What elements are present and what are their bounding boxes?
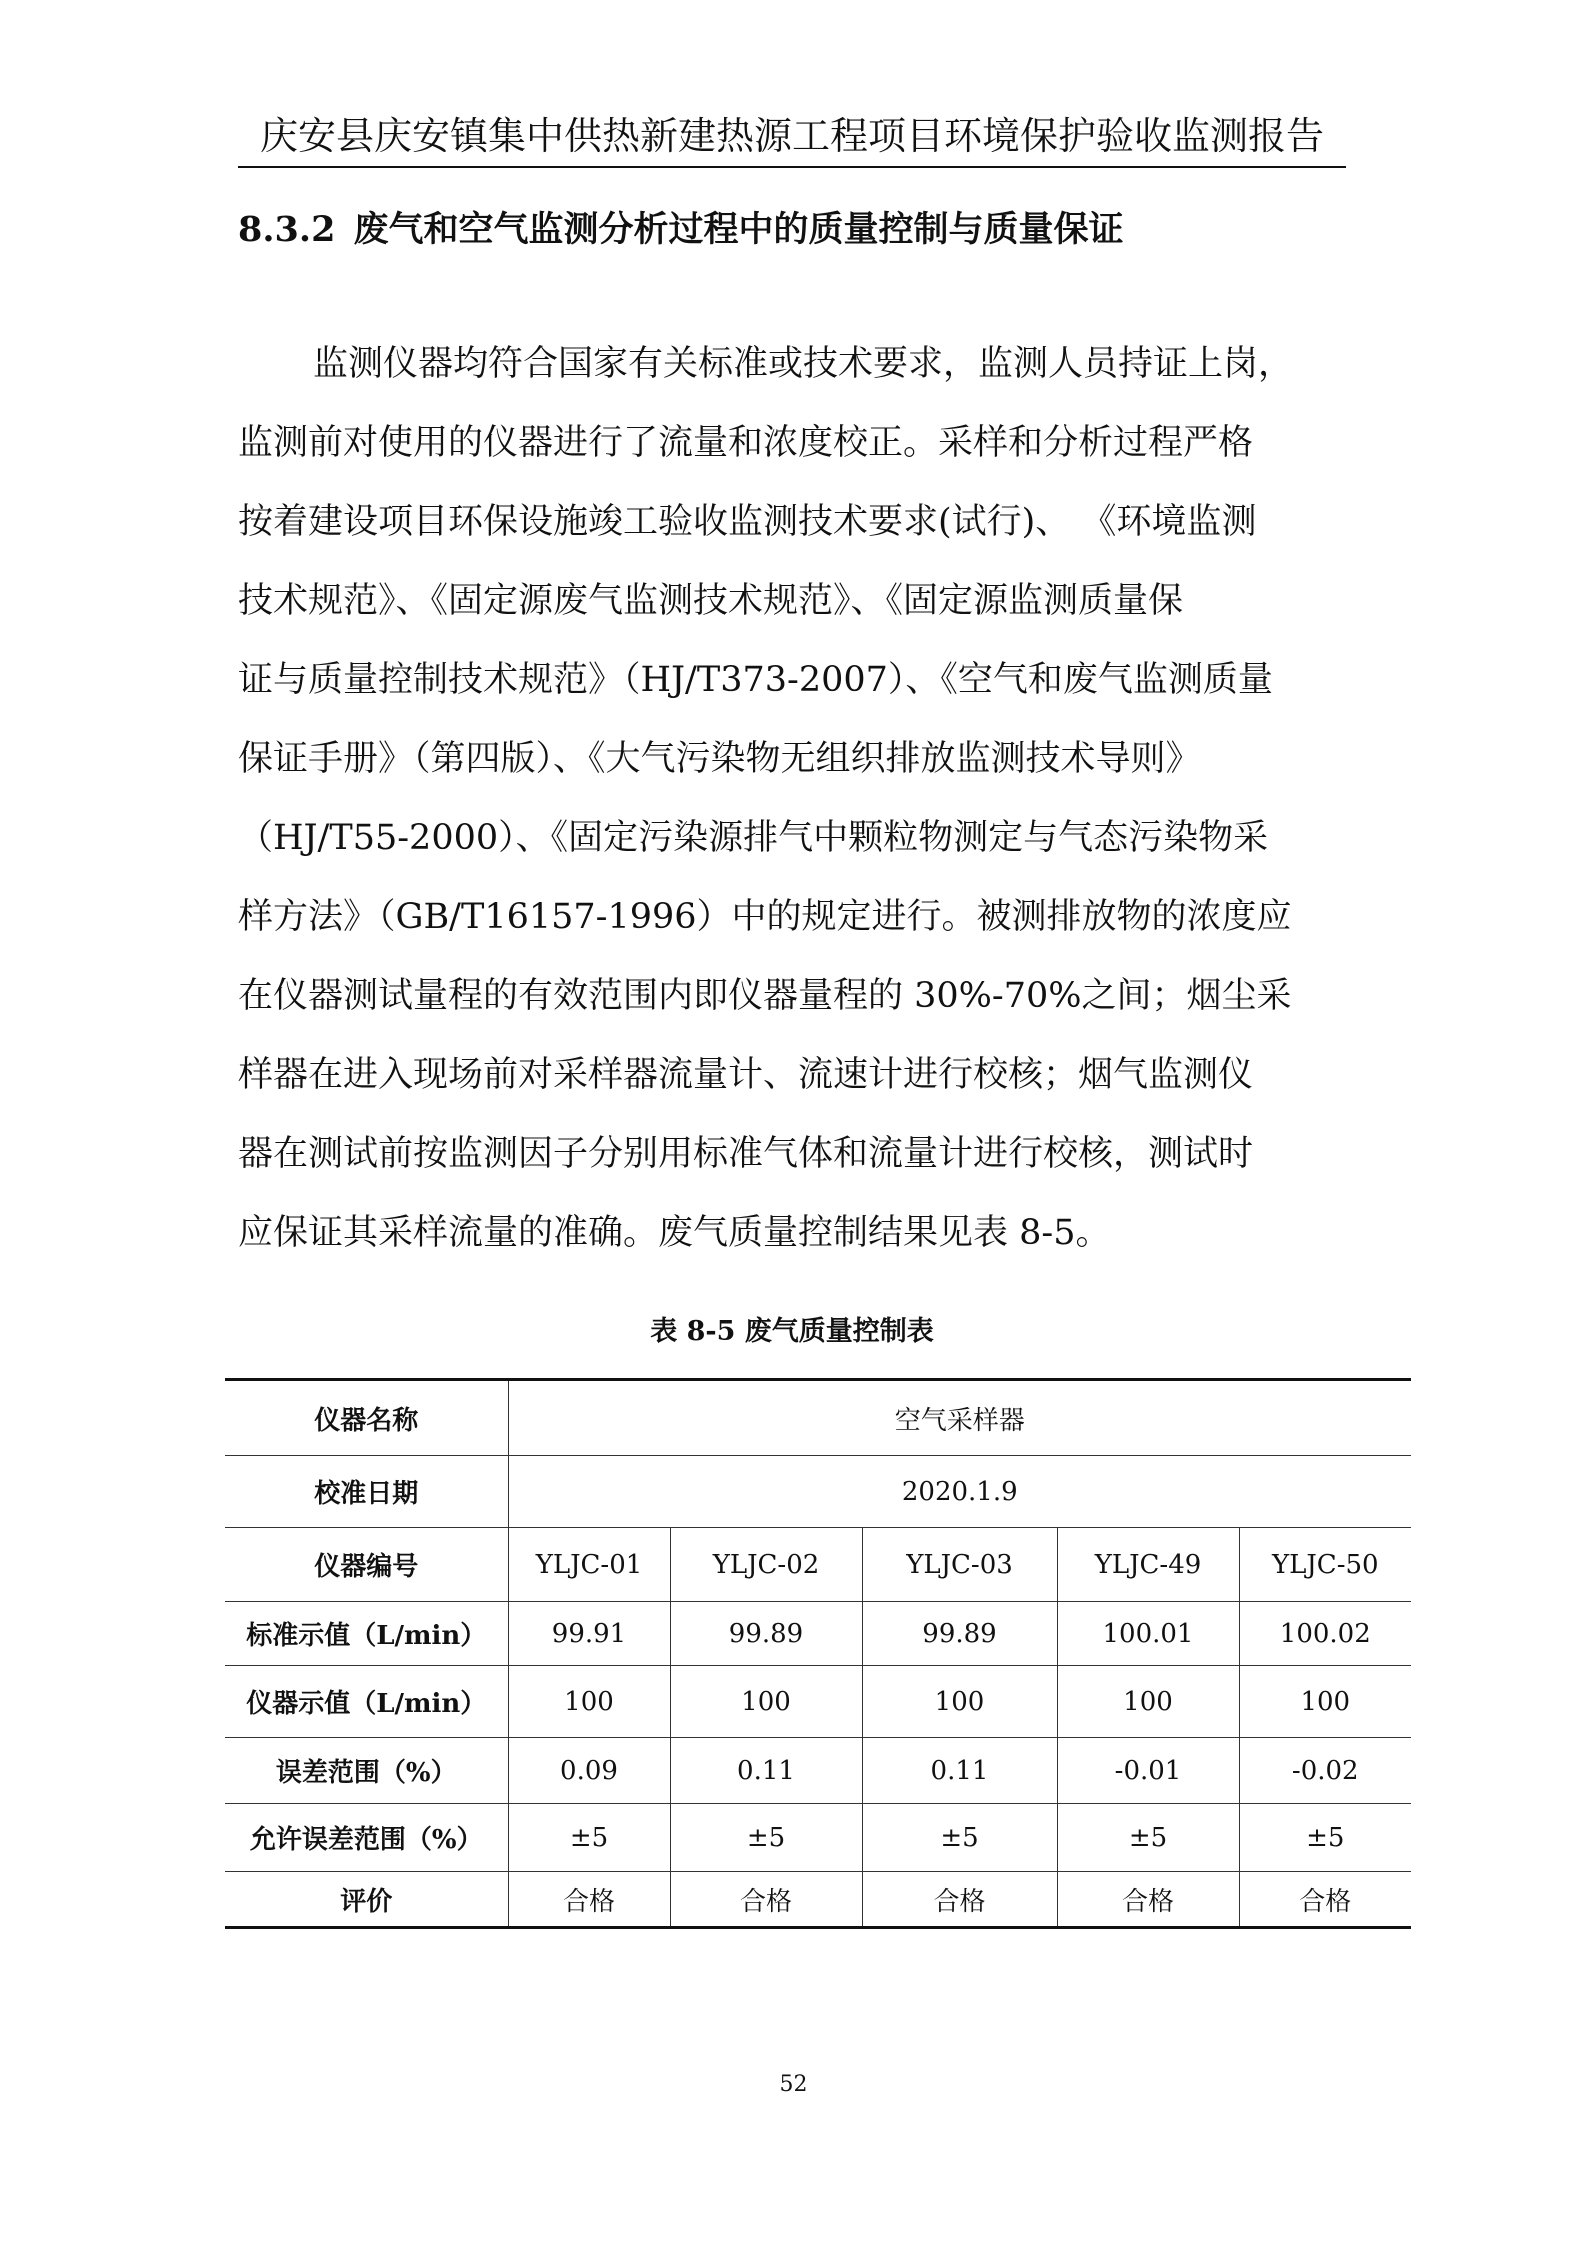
row-label: 允许误差范围（%） xyxy=(225,1804,508,1872)
paragraph-line: 技术规范》、《固定源废气监测技术规范》、《固定源监测质量保 xyxy=(238,581,1184,621)
table-cell: 合格 xyxy=(862,1872,1057,1928)
table-cell: ±5 xyxy=(670,1804,862,1872)
table-cell: 99.91 xyxy=(508,1602,670,1666)
page-number: 52 xyxy=(779,2072,808,2097)
table-cell: -0.02 xyxy=(1239,1738,1411,1804)
paragraph-line: 保证手册》（第四版）、《大气污染物无组织排放监测技术导则》 xyxy=(238,739,1201,779)
paragraph-line: 在仪器测试量程的有效范围内即仪器量程的 30%-70%之间；烟尘采 xyxy=(238,976,1292,1016)
table-row xyxy=(225,1804,1411,1872)
table-cell: 100.01 xyxy=(1057,1602,1239,1666)
table-row xyxy=(225,1528,1411,1602)
row-label: 仪器编号 xyxy=(225,1528,508,1602)
calibration-date-cell: 2020.1.9 xyxy=(508,1456,1411,1528)
table-cell: 合格 xyxy=(670,1872,862,1928)
table-row xyxy=(225,1666,1411,1738)
report-header-title: 庆安县庆安镇集中供热新建热源工程项目环境保护验收监测报告 xyxy=(259,114,1324,158)
section-number: 8.3.2 xyxy=(238,209,336,250)
table-cell: 合格 xyxy=(1239,1872,1411,1928)
table-cell: 99.89 xyxy=(670,1602,862,1666)
table-cell: YLJC-49 xyxy=(1057,1528,1239,1602)
table-cell: ±5 xyxy=(1057,1804,1239,1872)
paragraph-line: 样器在进入现场前对采样器流量计、流速计进行校核；烟气监测仪 xyxy=(238,1055,1254,1095)
row-label: 评价 xyxy=(225,1872,508,1928)
table-cell: -0.01 xyxy=(1057,1738,1239,1804)
body-paragraph xyxy=(238,334,1346,1282)
paragraph-line: 样方法》（GB/T16157-1996）中的规定进行。被测排放物的浓度应 xyxy=(238,897,1292,937)
table-caption: 表 8-5 废气质量控制表 xyxy=(650,1316,934,1347)
section-heading xyxy=(238,205,1123,255)
quality-control-table xyxy=(225,1378,1411,1929)
paragraph-line: （HJ/T55-2000）、《固定污染源排气中颗粒物测定与气态污染物采 xyxy=(238,818,1269,858)
table-row xyxy=(225,1872,1411,1928)
table-row xyxy=(225,1456,1411,1528)
row-label: 校准日期 xyxy=(225,1456,508,1528)
table-cell: YLJC-01 xyxy=(508,1528,670,1602)
table-cell: 0.11 xyxy=(862,1738,1057,1804)
table-cell: ±5 xyxy=(508,1804,670,1872)
table-cell: 100 xyxy=(1057,1666,1239,1738)
table-cell: 0.09 xyxy=(508,1738,670,1804)
paragraph-line: 器在测试前按监测因子分别用标准气体和流量计进行校核，测试时 xyxy=(238,1134,1254,1174)
table-cell: ±5 xyxy=(1239,1804,1411,1872)
paragraph-line: 证与质量控制技术规范》（HJ/T373-2007）、《空气和废气监测质量 xyxy=(238,660,1273,700)
table-cell: ±5 xyxy=(862,1804,1057,1872)
section-title: 废气和空气监测分析过程中的质量控制与质量保证 xyxy=(353,209,1124,250)
row-label: 标准示值（L/min） xyxy=(225,1602,508,1666)
table-cell: 100.02 xyxy=(1239,1602,1411,1666)
table-cell: 100 xyxy=(1239,1666,1411,1738)
header-divider xyxy=(238,166,1346,168)
table-cell: 100 xyxy=(508,1666,670,1738)
table-row xyxy=(225,1738,1411,1804)
paragraph-line: 监测前对使用的仪器进行了流量和浓度校正。采样和分析过程严格 xyxy=(238,423,1254,463)
table-row xyxy=(225,1602,1411,1666)
table-cell: 100 xyxy=(862,1666,1057,1738)
paragraph-line: 应保证其采样流量的准确。废气质量控制结果见表 8-5。 xyxy=(238,1213,1111,1253)
paragraph-line: 监测仪器均符合国家有关标准或技术要求，监测人员持证上岗， xyxy=(313,344,1294,384)
instrument-name-cell: 空气采样器 xyxy=(508,1380,1411,1456)
table-cell: 合格 xyxy=(1057,1872,1239,1928)
paragraph-line: 按着建设项目环保设施竣工验收监测技术要求(试行)、 《环境监测 xyxy=(238,502,1257,542)
row-label: 仪器示值（L/min） xyxy=(225,1666,508,1738)
row-label: 仪器名称 xyxy=(225,1380,508,1456)
table-cell: YLJC-03 xyxy=(862,1528,1057,1602)
table-cell: YLJC-50 xyxy=(1239,1528,1411,1602)
table-cell: YLJC-02 xyxy=(670,1528,862,1602)
table-row xyxy=(225,1380,1411,1456)
table-cell: 0.11 xyxy=(670,1738,862,1804)
table-cell: 100 xyxy=(670,1666,862,1738)
table-cell: 99.89 xyxy=(862,1602,1057,1666)
row-label: 误差范围（%） xyxy=(225,1738,508,1804)
table-cell: 合格 xyxy=(508,1872,670,1928)
